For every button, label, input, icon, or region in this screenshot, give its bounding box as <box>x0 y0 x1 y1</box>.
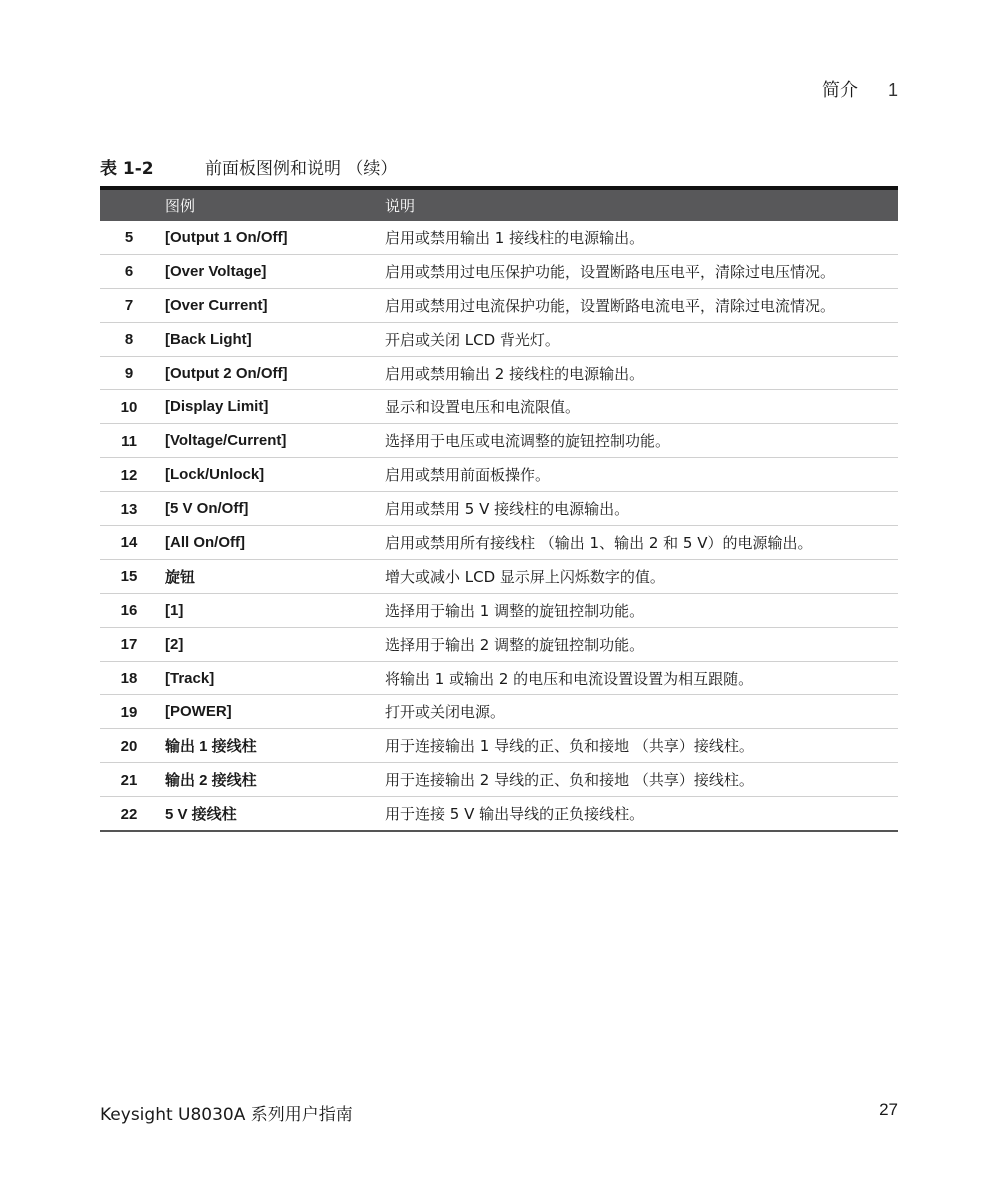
row-number-cell <box>100 763 165 797</box>
row-number-cell <box>100 559 165 593</box>
column-header-number <box>100 188 165 221</box>
description-cell: 用于连接输出 1 导线的正、负和接地 （共享）接线柱。 <box>385 729 898 763</box>
legend-cell: [Voltage/Current] <box>165 424 385 458</box>
row-number: 6 <box>124 263 134 281</box>
row-number: 22 <box>120 805 138 823</box>
legend-cell: [All On/Off] <box>165 526 385 560</box>
legend-cell: 输出 2 接线柱 <box>165 763 385 797</box>
footer-doc-title: Keysight U8030A 系列用户指南 <box>100 1105 353 1125</box>
description-cell: 启用或禁用前面板操作。 <box>385 458 898 492</box>
legend-cell: [Track] <box>165 661 385 695</box>
description-cell: 开启或关闭 LCD 背光灯。 <box>385 322 898 356</box>
row-number: 13 <box>120 500 138 518</box>
legend-cell: [2] <box>165 627 385 661</box>
table-row <box>100 458 898 492</box>
row-number-cell <box>100 593 165 627</box>
page-number: 27 <box>879 1100 898 1119</box>
table-row <box>100 356 898 390</box>
table-label: 表 1-2 <box>100 159 154 179</box>
description-cell: 启用或禁用输出 2 接线柱的电源输出。 <box>385 356 898 390</box>
row-number-cell <box>100 254 165 288</box>
row-number: 5 <box>124 229 134 247</box>
row-number: 16 <box>120 602 138 620</box>
row-number: 20 <box>120 737 138 755</box>
row-number: 15 <box>120 568 138 586</box>
table-row <box>100 288 898 322</box>
description-cell: 打开或关闭电源。 <box>385 695 898 729</box>
legend-cell: 5 V 接线柱 <box>165 797 385 831</box>
description-cell: 选择用于输出 1 调整的旋钮控制功能。 <box>385 593 898 627</box>
table-caption <box>100 154 397 179</box>
row-number-cell <box>100 661 165 695</box>
legend-cell: [Back Light] <box>165 322 385 356</box>
legend-cell: [Output 1 On/Off] <box>165 221 385 254</box>
table-row <box>100 729 898 763</box>
table-row <box>100 559 898 593</box>
row-number: 11 <box>121 432 137 450</box>
description-cell: 启用或禁用过电流保护功能，设置断路电流电平，清除过电流情况。 <box>385 288 898 322</box>
row-number: 8 <box>124 331 134 349</box>
description-cell: 启用或禁用 5 V 接线柱的电源输出。 <box>385 492 898 526</box>
column-header-legend: 图例 <box>165 188 385 221</box>
description-cell: 用于连接输出 2 导线的正、负和接地 （共享）接线柱。 <box>385 763 898 797</box>
description-cell: 启用或禁用过电压保护功能，设置断路电压电平，清除过电压情况。 <box>385 254 898 288</box>
row-number-cell <box>100 390 165 424</box>
description-cell: 选择用于输出 2 调整的旋钮控制功能。 <box>385 627 898 661</box>
row-number-cell <box>100 526 165 560</box>
row-number-cell <box>100 627 165 661</box>
table-row <box>100 390 898 424</box>
front-panel-legend-table <box>100 186 898 832</box>
table-row <box>100 322 898 356</box>
table-row <box>100 797 898 831</box>
row-number-cell <box>100 356 165 390</box>
table-row <box>100 221 898 254</box>
table-title: 前面板图例和说明 （续） <box>205 159 398 179</box>
row-number: 14 <box>120 534 138 552</box>
description-cell: 启用或禁用所有接线柱 （输出 1、输出 2 和 5 V）的电源输出。 <box>385 526 898 560</box>
row-number: 10 <box>120 398 138 416</box>
description-cell: 将输出 1 或输出 2 的电压和电流设置设置为相互跟随。 <box>385 661 898 695</box>
row-number: 17 <box>120 636 138 654</box>
table-row <box>100 254 898 288</box>
description-cell: 用于连接 5 V 输出导线的正负接线柱。 <box>385 797 898 831</box>
table-body <box>100 221 898 831</box>
row-number: 7 <box>124 297 134 315</box>
description-cell: 选择用于电压或电流调整的旋钮控制功能。 <box>385 424 898 458</box>
row-number: 21 <box>120 771 138 789</box>
row-number-cell <box>100 322 165 356</box>
row-number-cell <box>100 288 165 322</box>
row-number: 9 <box>124 365 134 382</box>
row-number: 18 <box>120 670 138 688</box>
legend-cell: 旋钮 <box>165 559 385 593</box>
row-number-cell <box>100 797 165 831</box>
section-title: 简介 <box>821 80 858 101</box>
table-row <box>100 661 898 695</box>
row-number-cell <box>100 695 165 729</box>
description-cell: 启用或禁用输出 1 接线柱的电源输出。 <box>385 221 898 254</box>
legend-cell: [Over Current] <box>165 288 385 322</box>
legend-cell: [POWER] <box>165 695 385 729</box>
legend-cell: [Display Limit] <box>165 390 385 424</box>
table-row <box>100 763 898 797</box>
row-number-cell <box>100 424 165 458</box>
row-number-cell <box>100 729 165 763</box>
row-number-cell <box>100 458 165 492</box>
legend-cell: [Over Voltage] <box>165 254 385 288</box>
row-number: 19 <box>120 703 138 721</box>
table-row <box>100 695 898 729</box>
table-row <box>100 492 898 526</box>
table-header-row <box>100 188 898 221</box>
description-cell: 显示和设置电压和电流限值。 <box>385 390 898 424</box>
table-row <box>100 526 898 560</box>
table-row <box>100 627 898 661</box>
legend-cell: [Lock/Unlock] <box>165 458 385 492</box>
legend-cell: 输出 1 接线柱 <box>165 729 385 763</box>
table-row <box>100 593 898 627</box>
column-header-description: 说明 <box>385 188 898 221</box>
description-cell: 增大或减小 LCD 显示屏上闪烁数字的值。 <box>385 559 898 593</box>
chapter-number: 1 <box>887 80 898 100</box>
row-number: 12 <box>120 466 138 484</box>
row-number-cell <box>100 221 165 254</box>
row-number-cell <box>100 492 165 526</box>
legend-cell: [5 V On/Off] <box>165 492 385 526</box>
running-header <box>822 76 898 102</box>
legend-cell: [Output 2 On/Off] <box>165 356 385 390</box>
table-row <box>100 424 898 458</box>
legend-cell: [1] <box>165 593 385 627</box>
